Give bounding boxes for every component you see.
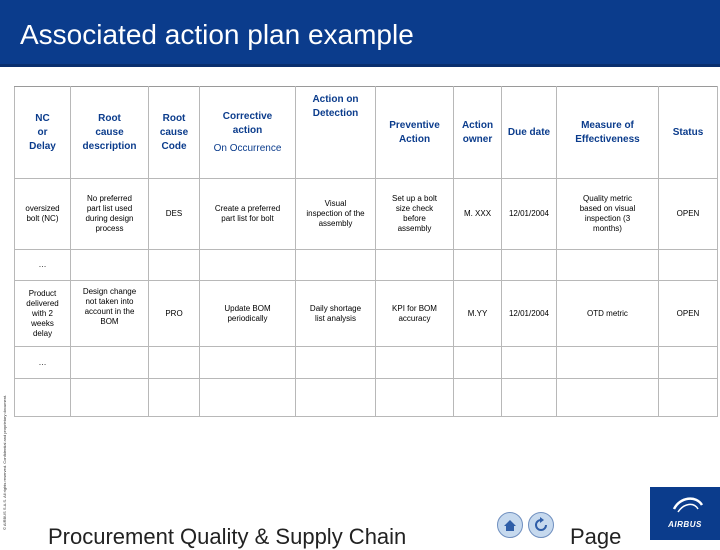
cell-empty xyxy=(71,250,149,281)
cell-empty xyxy=(502,379,557,417)
cell-empty xyxy=(557,379,659,417)
cell-empty xyxy=(149,347,200,379)
header-preventive-action: Preventive Action xyxy=(376,87,454,179)
cell-empty xyxy=(454,379,502,417)
cell-corrective-action: Create a preferred part list for bolt xyxy=(200,179,296,250)
cell-empty xyxy=(376,379,454,417)
cell-empty xyxy=(296,250,376,281)
action-plan-table xyxy=(14,86,718,417)
cell-empty xyxy=(454,250,502,281)
cell-empty xyxy=(376,250,454,281)
table-header-row xyxy=(15,87,718,179)
cell-empty xyxy=(502,347,557,379)
title-rule xyxy=(0,64,720,67)
cell-empty xyxy=(296,347,376,379)
cell-due-date: 12/01/2004 xyxy=(502,281,557,347)
cell-action-owner: M. XXX xyxy=(454,179,502,250)
cell-status: OPEN xyxy=(659,281,718,347)
page-title: Associated action plan example xyxy=(20,19,414,50)
header-due-date: Due date xyxy=(502,87,557,179)
cell-empty xyxy=(659,347,718,379)
cell-due-date: 12/01/2004 xyxy=(502,179,557,250)
cell-status: OPEN xyxy=(659,179,718,250)
cell-root-cause-code: DES xyxy=(149,179,200,250)
cell-empty xyxy=(454,347,502,379)
cell-action-owner: M.YY xyxy=(454,281,502,347)
home-icon[interactable] xyxy=(497,512,523,538)
cell-measure-of-effectiveness: OTD metric xyxy=(557,281,659,347)
cell-preventive-action: KPI for BOM accuracy xyxy=(376,281,454,347)
cell-empty xyxy=(15,379,71,417)
cell-empty xyxy=(659,250,718,281)
cell-empty xyxy=(557,250,659,281)
cell-empty xyxy=(502,250,557,281)
airbus-logo xyxy=(650,487,720,540)
header-corrective-action-note: On Occurrence xyxy=(213,142,282,154)
cell-root-cause-code: PRO xyxy=(149,281,200,347)
table-row xyxy=(15,281,718,347)
header-nc: NC or Delay xyxy=(15,87,71,179)
cell-empty xyxy=(71,379,149,417)
cell-empty xyxy=(71,347,149,379)
table-row xyxy=(15,179,718,250)
header-measure-of-effectiveness: Measure of Effectiveness xyxy=(557,87,659,179)
cell-empty xyxy=(200,250,296,281)
cell-measure-of-effectiveness: Quality metric based on visual inspection (3 months) xyxy=(557,179,659,250)
footer-title: Procurement Quality & Supply Chain xyxy=(48,524,407,549)
cell-nc: Product delivered with 2 weeks delay xyxy=(15,281,71,347)
refresh-icon[interactable] xyxy=(528,512,554,538)
cell-root-cause-description: No preferred part list used during design process xyxy=(71,179,149,250)
cell-empty xyxy=(557,347,659,379)
cell-empty xyxy=(376,347,454,379)
airbus-logo-text: AIRBUS xyxy=(668,520,702,529)
cell-empty xyxy=(149,379,200,417)
airbus-emblem-icon xyxy=(650,487,720,540)
copyright-note: © AIRBUS S.A.S. All rights reserved. Confidential and proprietary document. xyxy=(2,394,7,530)
cell-empty xyxy=(296,379,376,417)
cell-action-on-detection: Visual inspection of the assembly xyxy=(296,179,376,250)
header-corrective-action: Corrective action On Occurrence xyxy=(200,87,296,179)
cell-preventive-action: Set up a bolt size check before assembly xyxy=(376,179,454,250)
table-row xyxy=(15,250,718,281)
cell-root-cause-description: Design change not taken into account in the BOM xyxy=(71,281,149,347)
cell-empty xyxy=(149,250,200,281)
header-root-cause-code: Root cause Code xyxy=(149,87,200,179)
cell-empty xyxy=(659,379,718,417)
header-action-owner: Action owner xyxy=(454,87,502,179)
refresh-icon-glyph xyxy=(529,513,553,537)
table-row xyxy=(15,347,718,379)
header-action-on-detection: Action on Detection xyxy=(296,87,376,179)
table-row xyxy=(15,379,718,417)
header-status: Status xyxy=(659,87,718,179)
cell-nc: … xyxy=(15,250,71,281)
cell-action-on-detection: Daily shortage list analysis xyxy=(296,281,376,347)
cell-corrective-action: Update BOM periodically xyxy=(200,281,296,347)
page-label: Page xyxy=(570,524,622,549)
header-root-cause-description: Root cause description xyxy=(71,87,149,179)
home-icon-glyph xyxy=(498,513,522,537)
cell-nc: oversized bolt (NC) xyxy=(15,179,71,250)
cell-empty xyxy=(200,347,296,379)
cell-nc: … xyxy=(15,347,71,379)
cell-empty xyxy=(200,379,296,417)
